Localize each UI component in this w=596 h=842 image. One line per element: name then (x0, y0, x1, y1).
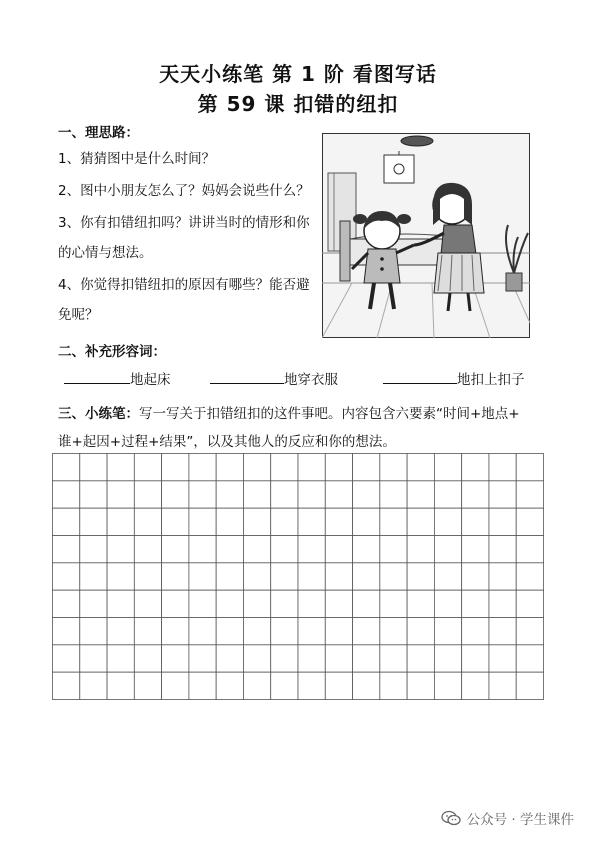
grid-cell[interactable] (462, 508, 489, 535)
section1-heading: 一、理思路： (58, 125, 139, 141)
grid-cell[interactable] (162, 590, 189, 617)
grid-cell[interactable] (162, 454, 189, 481)
grid-cell[interactable] (516, 618, 543, 645)
grid-cell[interactable] (80, 536, 107, 563)
grid-cell[interactable] (353, 618, 380, 645)
blank-item-2 (210, 368, 338, 388)
section3-heading: 三、小练笔： (58, 406, 139, 422)
grid-cell[interactable] (434, 481, 461, 508)
grid-cell[interactable] (189, 590, 216, 617)
question-3: 3、你有扣错纽扣吗？讲讲当时的情形和你 (58, 215, 310, 231)
question-2: 2、图中小朋友怎么了？妈妈会说些什么？ (58, 183, 310, 199)
grid-cell[interactable] (80, 481, 107, 508)
question-4-cont: 免呢？ (58, 307, 99, 323)
grid-cell[interactable] (380, 672, 407, 699)
prompt-line-2: 谁+起因+过程+结果”，以及其他人的反应和你的想法。 (58, 434, 396, 450)
grid-cell[interactable] (271, 645, 298, 672)
grid-cell[interactable] (407, 454, 434, 481)
grid-cell[interactable] (162, 536, 189, 563)
wechat-icon (441, 810, 461, 826)
grid-cell[interactable] (271, 508, 298, 535)
grid-cell[interactable] (489, 590, 516, 617)
grid-cell[interactable] (353, 481, 380, 508)
grid-cell[interactable] (80, 672, 107, 699)
grid-cell[interactable] (325, 536, 352, 563)
grid-cell[interactable] (53, 536, 80, 563)
section2-heading: 二、补充形容词： (58, 344, 166, 360)
grid-cell[interactable] (434, 618, 461, 645)
grid-cell[interactable] (434, 454, 461, 481)
worksheet-series-title: 天天小练笔 第 1 阶 看图写话 (159, 62, 437, 86)
blank-line-1[interactable] (64, 371, 130, 384)
grid-cell[interactable] (189, 536, 216, 563)
blank-suffix-2: 地穿衣服 (284, 372, 338, 388)
grid-cell[interactable] (298, 508, 325, 535)
grid-cell[interactable] (53, 563, 80, 590)
grid-cell[interactable] (380, 563, 407, 590)
question-4: 4、你觉得扣错纽扣的原因有哪些？能否避 (58, 277, 310, 293)
grid-cell[interactable] (489, 618, 516, 645)
grid-cell[interactable] (462, 481, 489, 508)
grid-cell[interactable] (407, 481, 434, 508)
grid-cell[interactable] (107, 481, 134, 508)
grid-cell[interactable] (325, 454, 352, 481)
grid-cell[interactable] (243, 536, 270, 563)
grid-cell[interactable] (407, 563, 434, 590)
grid-cell[interactable] (162, 563, 189, 590)
grid-cell[interactable] (216, 672, 243, 699)
grid-cell[interactable] (134, 454, 161, 481)
grid-cell[interactable] (407, 618, 434, 645)
grid-cell[interactable] (53, 618, 80, 645)
grid-cell[interactable] (489, 645, 516, 672)
footer (441, 808, 574, 828)
illustration-mother-and-child (322, 133, 530, 338)
blank-line-3[interactable] (383, 371, 457, 384)
grid-cell[interactable] (407, 590, 434, 617)
grid-cell[interactable] (325, 672, 352, 699)
grid-cell[interactable] (216, 481, 243, 508)
grid-cell[interactable] (216, 563, 243, 590)
grid-cell[interactable] (216, 645, 243, 672)
grid-cell[interactable] (298, 563, 325, 590)
grid-cell[interactable] (162, 481, 189, 508)
grid-cell[interactable] (516, 563, 543, 590)
grid-cell[interactable] (271, 590, 298, 617)
grid-cell[interactable] (407, 536, 434, 563)
blank-item-1 (64, 368, 171, 388)
question-1: 1、猜猜图中是什么时间？ (58, 151, 216, 167)
grid-cell[interactable] (134, 536, 161, 563)
grid-cell[interactable] (325, 508, 352, 535)
blank-suffix-3: 地扣上扣子 (457, 372, 525, 388)
grid-cell[interactable] (462, 672, 489, 699)
grid-cell[interactable] (353, 672, 380, 699)
grid-cell[interactable] (189, 508, 216, 535)
grid-cell[interactable] (107, 618, 134, 645)
grid-cell[interactable] (325, 481, 352, 508)
grid-cell[interactable] (434, 563, 461, 590)
grid-cell[interactable] (271, 481, 298, 508)
grid-cell[interactable] (243, 590, 270, 617)
grid-cell[interactable] (380, 508, 407, 535)
grid-cell[interactable] (243, 454, 270, 481)
grid-cell[interactable] (380, 645, 407, 672)
grid-cell[interactable] (162, 645, 189, 672)
grid-cell[interactable] (462, 563, 489, 590)
grid-cell[interactable] (434, 508, 461, 535)
grid-cell[interactable] (434, 645, 461, 672)
grid-cell[interactable] (353, 508, 380, 535)
grid-cell[interactable] (53, 590, 80, 617)
grid-cell[interactable] (80, 618, 107, 645)
grid-cell[interactable] (325, 645, 352, 672)
grid-cell[interactable] (271, 618, 298, 645)
grid-cell[interactable] (489, 672, 516, 699)
grid-cell[interactable] (189, 672, 216, 699)
grid-cell[interactable] (325, 618, 352, 645)
grid-cell[interactable] (107, 508, 134, 535)
grid-cell[interactable] (298, 454, 325, 481)
grid-cell[interactable] (80, 508, 107, 535)
grid-cell[interactable] (162, 618, 189, 645)
grid-cell[interactable] (462, 645, 489, 672)
grid-cell[interactable] (107, 645, 134, 672)
grid-cell[interactable] (271, 563, 298, 590)
grid-cell[interactable] (434, 672, 461, 699)
grid-cell[interactable] (162, 508, 189, 535)
grid-cell[interactable] (407, 645, 434, 672)
blank-line-2[interactable] (210, 371, 284, 384)
grid-cell[interactable] (271, 454, 298, 481)
grid-cell[interactable] (216, 508, 243, 535)
grid-cell[interactable] (134, 645, 161, 672)
grid-cell[interactable] (353, 536, 380, 563)
grid-cell[interactable] (107, 563, 134, 590)
grid-cell[interactable] (107, 536, 134, 563)
grid-cell[interactable] (434, 536, 461, 563)
grid-cell[interactable] (353, 645, 380, 672)
grid-cell[interactable] (134, 481, 161, 508)
grid-cell[interactable] (189, 563, 216, 590)
grid-cell[interactable] (407, 672, 434, 699)
grid-cell[interactable] (53, 481, 80, 508)
grid-cell[interactable] (462, 536, 489, 563)
grid-cell[interactable] (380, 618, 407, 645)
grid-cell[interactable] (216, 590, 243, 617)
grid-cell[interactable] (53, 645, 80, 672)
grid-cell[interactable] (271, 536, 298, 563)
grid-cell[interactable] (162, 672, 189, 699)
grid-cell[interactable] (134, 590, 161, 617)
grid-cell[interactable] (189, 618, 216, 645)
grid-cell[interactable] (380, 481, 407, 508)
grid-cell[interactable] (243, 563, 270, 590)
lesson-title: 第 59 课 扣错的纽扣 (197, 92, 399, 116)
grid-cell[interactable] (325, 590, 352, 617)
grid-cell[interactable] (516, 508, 543, 535)
grid-cell[interactable] (189, 481, 216, 508)
grid-cell[interactable] (462, 618, 489, 645)
grid-cell[interactable] (80, 454, 107, 481)
grid-cell[interactable] (462, 454, 489, 481)
grid-cell[interactable] (189, 645, 216, 672)
grid-cell[interactable] (298, 618, 325, 645)
grid-cell[interactable] (243, 645, 270, 672)
grid-cell[interactable] (216, 454, 243, 481)
grid-cell[interactable] (516, 590, 543, 617)
writing-prompt (58, 400, 538, 456)
grid-cell[interactable] (243, 508, 270, 535)
grid-cell[interactable] (134, 672, 161, 699)
grid-cell[interactable] (434, 590, 461, 617)
grid-cell[interactable] (380, 454, 407, 481)
grid-cell[interactable] (298, 672, 325, 699)
grid-cell[interactable] (353, 454, 380, 481)
writing-grid[interactable] (52, 453, 544, 700)
grid-cell[interactable] (53, 508, 80, 535)
grid-cell[interactable] (353, 563, 380, 590)
grid-cell[interactable] (134, 618, 161, 645)
grid-cell[interactable] (489, 508, 516, 535)
grid-cell[interactable] (380, 590, 407, 617)
grid-cell[interactable] (243, 481, 270, 508)
grid-cell[interactable] (216, 536, 243, 563)
prompt-line-1: 写一写关于扣错纽扣的这件事吧。内容包含六要素“时间+地点+ (139, 406, 520, 422)
grid-cell[interactable] (80, 645, 107, 672)
grid-cell[interactable] (489, 563, 516, 590)
grid-cell[interactable] (80, 563, 107, 590)
grid-cell[interactable] (298, 481, 325, 508)
grid-cell[interactable] (298, 645, 325, 672)
question-3-cont: 的心情与想法。 (58, 245, 153, 261)
footer-text: 公众号 · 学生课件 (466, 812, 574, 828)
grid-cell[interactable] (216, 618, 243, 645)
grid-cell[interactable] (189, 454, 216, 481)
grid-cell[interactable] (380, 536, 407, 563)
grid-cell[interactable] (107, 454, 134, 481)
grid-cell[interactable] (407, 508, 434, 535)
grid-cell[interactable] (243, 618, 270, 645)
grid-cell[interactable] (107, 590, 134, 617)
grid-cell[interactable] (80, 590, 107, 617)
grid-cell[interactable] (516, 454, 543, 481)
grid-cell[interactable] (516, 672, 543, 699)
blank-suffix-1: 地起床 (130, 372, 171, 388)
grid-cell[interactable] (134, 563, 161, 590)
grid-cell[interactable] (298, 536, 325, 563)
grid-cell[interactable] (271, 672, 298, 699)
grid-cell[interactable] (53, 454, 80, 481)
grid-cell[interactable] (353, 590, 380, 617)
grid-cell[interactable] (107, 672, 134, 699)
grid-cell[interactable] (516, 645, 543, 672)
grid-cell[interactable] (489, 481, 516, 508)
blank-item-3 (383, 368, 525, 388)
grid-cell[interactable] (516, 536, 543, 563)
grid-cell[interactable] (325, 563, 352, 590)
grid-cell[interactable] (53, 672, 80, 699)
grid-cell[interactable] (134, 508, 161, 535)
grid-cell[interactable] (298, 590, 325, 617)
grid-cell[interactable] (516, 481, 543, 508)
grid-cell[interactable] (489, 536, 516, 563)
grid-cell[interactable] (243, 672, 270, 699)
grid-cell[interactable] (462, 590, 489, 617)
grid-cell[interactable] (489, 454, 516, 481)
